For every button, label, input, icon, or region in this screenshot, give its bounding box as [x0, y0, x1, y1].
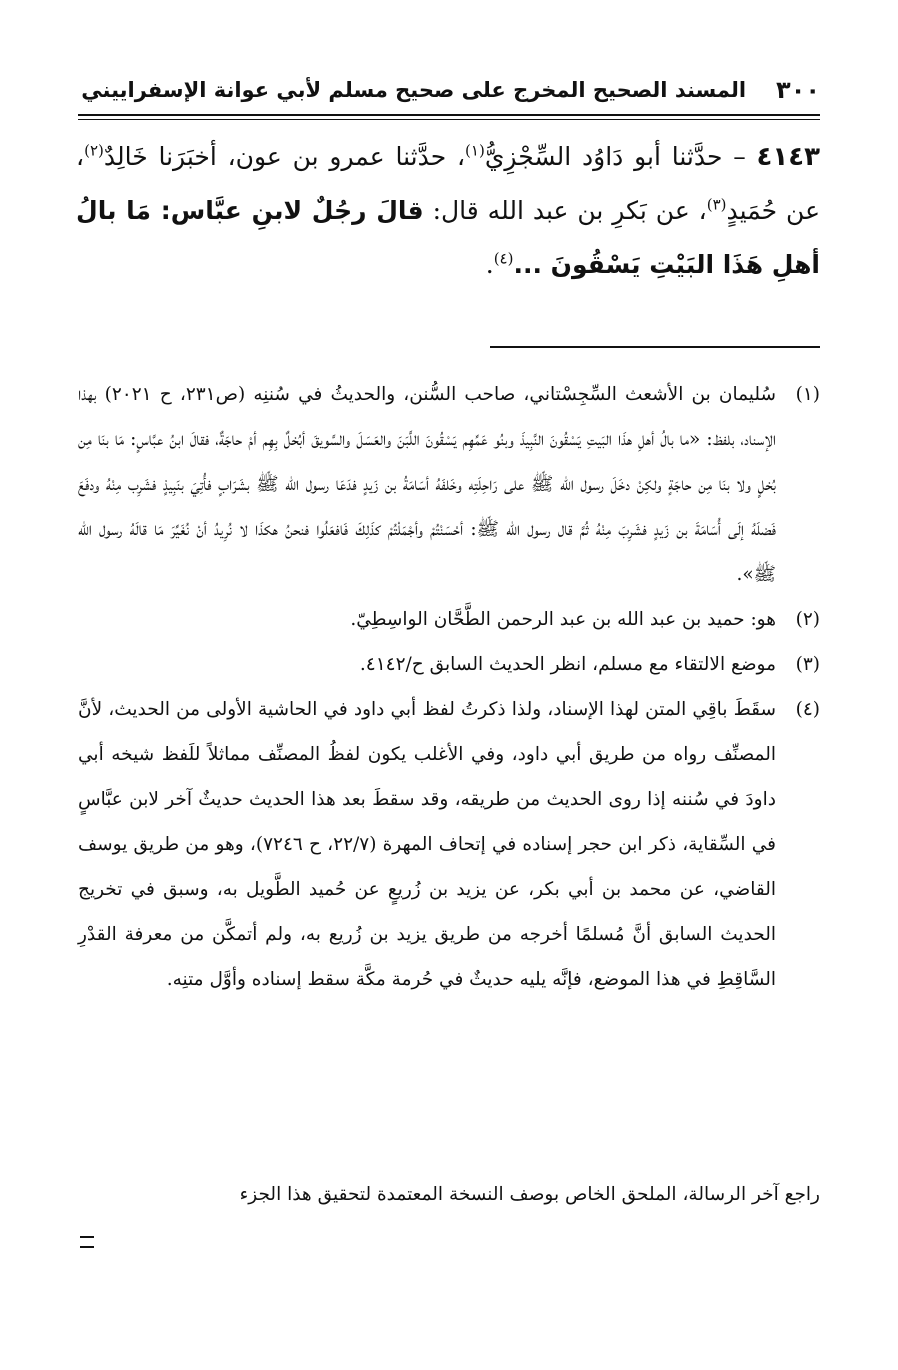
isnad-part-2: ، حدَّثنا عمرو بن عون، أخبَرَنا خَالِدٌ [103, 142, 466, 171]
footnote-text: سقَطَ باقِي المتن لهذا الإسناد، ولذا ذكرتُ لفظ أبي داود في الحاشية الأولى من الحديث، لأنَّ المصنِّف رواه من طريق أبي داود، وفي الأغلب يكون لفظُ المصنِّف مماثلاً للَفظ شيخه أبي داودَ في سُننه إذا روى الحديث من طريقه، وقد سقطَ بعد هذا الحديث حديثٌ آخر لابن عبَّاسٍ في السِّقاية، ذكر ابن حجر إسناده في إتحاف المهرة (٢٢/٧، ح ٧٢٤٦)، وهو من طريق يوسف القاضي، عن محمد بن أبي بكر، عن يزيد بن زُريعٍ عن حُميد الطَّويل به، وسبق في تخريج الحديث السابق أنَّ مُسلمًا أخرجه من طريق يزيد بن زُريع به، ولم أتمكَّن من معرفة القدْرِ السَّاقِطِ في هذا الموضع، فإنَّه يليه حديثٌ في حُرمة مكَّة سقط إسناده وأوَّل متنِه. [78, 699, 776, 990]
footnote-3 [78, 642, 820, 687]
footnote-2 [78, 597, 820, 642]
end-of-section-mark [80, 1236, 94, 1248]
isnad-part-3: ، عن حُمَيدٍ [76, 142, 820, 225]
footnote-number: (١) [795, 384, 820, 405]
footnote-4 [78, 687, 820, 1002]
running-header [78, 68, 820, 112]
running-title: المسند الصحيح المخرج على صحيح مسلم لأبي عوانة الإسفراييني [81, 78, 747, 102]
page-number: ٣٠٠ [776, 76, 820, 104]
isnad-part-4: ، عن بَكرِ بن عبد الله قال: [423, 196, 707, 225]
footnote-number: (٢) [795, 609, 820, 630]
footnote-number: (٤) [795, 699, 820, 720]
hadith-number: ٤١٤٣ [756, 142, 821, 172]
footnote-ref-4[interactable]: (٤) [493, 249, 514, 268]
footnote-1 [78, 372, 820, 597]
footnote-text: سُليمان بن الأشعث السِّجِسْتاني، صاحب السُّنن، والحديثُ في سُننِه (ص٢٣١، ح ٢٠٢١) بهذا الإسناد، بلفظ: «ما بالُ أهلِ هذَا البَيتِ يَسْقُونَ النَّبِيذَ وبنُو عَمِّهِم يَسْقُونَ اللَّبَنَ والعَسَلَ والسَّويقَ أبُخلٌ بِهِم أمْ حاجَةٌ، فقالَ ابنُ عبَّاسٍ: مَا بنَا مِن بُخلٍ ولا بنَا مِن حاجَةٍ ولكِنْ دخَلَ رسول الله ﷺ على رَاحِلَتِه وخَلفَهُ أسَامَةُ بن زَيدٍ فدَعَا رسول الله ﷺ بشَرَابٍ فأُتِيَ بنَبِيذٍ فشَرِب مِنْهُ ودفَعَ فَضلَهُ إلَى أُسَامَةَ بن زَيدٍ فشَرِبَ مِنْهُ ثُمَّ قال رسول الله ﷺ: أحْسَنْتُمْ وأجْمَلْتُمْ كذَلِكَ فَافعَلُوا فنحنُ هكذَا لا نُرِيدُ أنْ نُغَيِّرَ مَا قالَهُ رسول الله ﷺ». [78, 384, 776, 585]
footnote-separator [490, 346, 820, 348]
footnote-ref-2[interactable]: (٢) [84, 141, 104, 160]
footnote-text: هو: حميد بن عبد الله بن عبد الرحمن الطَّحَّان الواسِطِيّ. [350, 609, 776, 630]
footnote-ref-3[interactable]: (٣) [706, 195, 727, 214]
footnote-text: موضع الالتقاء مع مسلم، انظر الحديث السابق ح/٤١٤٢. [359, 654, 776, 675]
hadith-end-dot: . [485, 250, 494, 279]
footnote-ref-1[interactable]: (١) [465, 141, 485, 160]
header-rule [78, 114, 820, 120]
hadith-dash: – [733, 142, 746, 171]
closing-note: راجع آخر الرسالة، الملحق الخاص بوصف النسخة المعتمدة لتحقيق هذا الجزء [239, 1184, 820, 1205]
footnote-number: (٣) [795, 654, 820, 675]
footnotes [78, 372, 820, 1002]
hadith-text [76, 130, 820, 292]
isnad-part-1: حدَّثنا أبو دَاوُد السِّجْزِيُّ [484, 142, 723, 171]
hadith-matn: قالَ رجُلٌ لابنِ عبَّاس: مَا بالُ أهلِ هَذَا البَيْتِ يَسْقُونَ ... [76, 196, 820, 279]
